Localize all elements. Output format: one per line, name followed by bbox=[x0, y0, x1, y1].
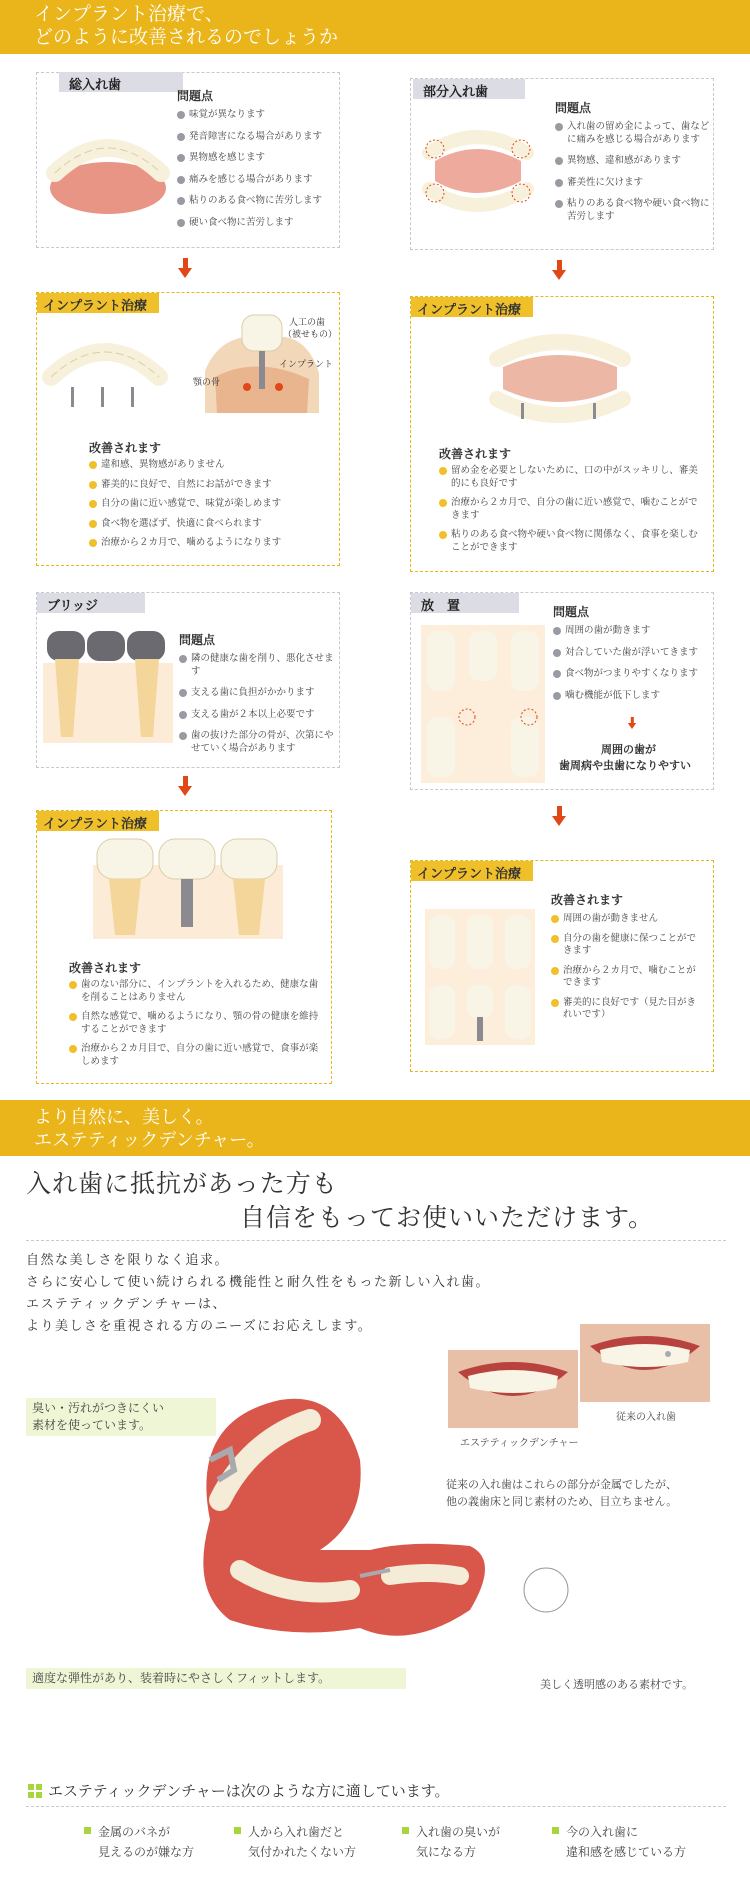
improve-item: 治療から２カ月で、自分の歯に近い感覚で、噛むことができます bbox=[439, 497, 705, 522]
feature-line: 素材を使っています。 bbox=[32, 1418, 152, 1432]
problem-item: 痛みを感じる場合があります bbox=[177, 174, 337, 187]
improve-item: 治療から２カ月で、噛むことができます bbox=[551, 965, 701, 990]
divider bbox=[26, 1240, 726, 1241]
improve-item: 周囲の歯が動きません bbox=[551, 913, 701, 926]
metal-parts-note bbox=[446, 1476, 736, 1510]
full-denture-improve-title: 改善されます bbox=[89, 441, 162, 455]
neglect-problem-card bbox=[410, 592, 714, 790]
paragraph-line: さらに安心して使い続けられる機能性と耐久性をもった新しい入れ歯。 bbox=[26, 1275, 491, 1290]
partial-denture-problem-list bbox=[555, 121, 711, 232]
partial-denture-problem-card bbox=[410, 78, 714, 250]
problem-item: 対合していた歯が浮いてきます bbox=[553, 647, 711, 660]
problem-item: 異物感、違和感があります bbox=[555, 155, 711, 168]
suitable-line: 見えるのが嫌な方 bbox=[98, 1845, 195, 1859]
suitable-line: 気付かれたくない方 bbox=[248, 1845, 357, 1859]
neglect-illustration bbox=[421, 625, 545, 783]
implant-label: インプラント治療 bbox=[411, 861, 533, 881]
esthetic-band-line-1: より自然に、美しく。 bbox=[34, 1107, 214, 1128]
down-arrow-icon bbox=[178, 268, 192, 278]
header-band bbox=[0, 0, 750, 54]
suitable-item-4 bbox=[552, 1822, 686, 1862]
partial-denture-illustration bbox=[417, 113, 537, 229]
artificial-tooth-label: 人工の歯 bbox=[289, 318, 326, 328]
full-denture-problem-list bbox=[177, 109, 337, 238]
esthetic-heading-2: 自信をもってお使いいただけます。 bbox=[240, 1203, 655, 1232]
note-line: 他の義歯床と同じ素材のため、目立ちません。 bbox=[446, 1495, 678, 1508]
problem-item: 支える歯に負担がかかります bbox=[179, 687, 337, 700]
header-line-1: インプラント治療で、 bbox=[34, 3, 224, 25]
bridge-improve-list bbox=[69, 979, 327, 1075]
problem-item: 噛む機能が低下します bbox=[553, 690, 711, 703]
suitable-title: エステティックデンチャーは次のような方に適しています。 bbox=[48, 1782, 450, 1800]
neglect-label: 放 置 bbox=[411, 593, 519, 613]
feature-elastic-fit: 適度な弾性があり、装着時にやさしくフィットします。 bbox=[26, 1668, 406, 1689]
implant-annotation: インプラント bbox=[279, 360, 334, 370]
neglect-improve-list bbox=[551, 913, 701, 1029]
caption-conventional: 従来の入れ歯 bbox=[616, 1412, 676, 1423]
bridge-problem-list bbox=[179, 653, 337, 764]
bridge-improve-title: 改善されます bbox=[69, 961, 142, 975]
suitable-item-3 bbox=[402, 1822, 500, 1862]
improve-item: 自分の歯に近い感覚で、味覚が楽しめます bbox=[89, 498, 335, 511]
full-denture-label: 総入れ歯 bbox=[59, 72, 183, 92]
problem-item: 異物感を感じます bbox=[177, 152, 337, 165]
partial-denture-implant-card bbox=[410, 296, 714, 572]
problem-item: 味覚が異なります bbox=[177, 109, 337, 122]
full-denture-illustration bbox=[43, 103, 173, 223]
divider bbox=[26, 1806, 726, 1807]
note-line: 従来の入れ歯はこれらの部分が金属でしたが、 bbox=[446, 1478, 677, 1491]
implant-label: インプラント治療 bbox=[411, 297, 533, 317]
header-line-2: どのように改善されるのでしょうか bbox=[34, 26, 339, 48]
suitable-line: 気になる方 bbox=[416, 1845, 477, 1859]
suitable-bullet-icon bbox=[28, 1784, 42, 1798]
partial-implant-illustration bbox=[485, 319, 635, 435]
paragraph-line: 自然な美しさを限りなく追求。 bbox=[26, 1253, 230, 1268]
implant-label: インプラント治療 bbox=[37, 293, 159, 313]
improve-item: 自然な感覚で、噛めるようになり、顎の骨の健康を維持することができます bbox=[69, 1011, 327, 1036]
conventional-smile-photo bbox=[580, 1324, 710, 1402]
esthetic-heading-1: 入れ歯に抵抗があった方も bbox=[26, 1169, 338, 1198]
paragraph-line: より美しさを重視される方のニーズにお応えします。 bbox=[26, 1319, 373, 1334]
bridge-problem-card bbox=[36, 592, 340, 768]
improve-item: 審美的に良好です（見た目がきれいです） bbox=[551, 997, 701, 1022]
bridge-implant-illustration bbox=[93, 835, 283, 939]
caption-esthetic: エステティックデンチャー bbox=[460, 1438, 579, 1449]
improve-item: 粘りのある食べ物や硬い食べ物に関係なく、食事を楽しむことができます bbox=[439, 529, 705, 554]
neglect-result-1: 周囲の歯が bbox=[601, 743, 656, 756]
neglect-result-2: 歯周病や虫歯になりやすい bbox=[559, 759, 691, 772]
neglect-problem-list bbox=[553, 625, 711, 711]
neglect-improve-title: 改善されます bbox=[551, 893, 624, 907]
crown-label: （被せもの） bbox=[283, 330, 338, 340]
esthetic-band bbox=[0, 1100, 750, 1156]
problem-item: 粘りのある食べ物や硬い食べ物に苦労します bbox=[555, 198, 711, 223]
problem-item: 食べ物がつまりやすくなります bbox=[553, 668, 711, 681]
full-denture-improve-list bbox=[89, 459, 335, 557]
neglect-implant-illustration bbox=[425, 909, 535, 1045]
esthetic-band-line-2: エステティックデンチャー。 bbox=[34, 1130, 265, 1151]
down-arrow-icon bbox=[178, 786, 192, 796]
problem-item: 歯の抜けた部分の骨が、次第にやせていく場合があります bbox=[179, 730, 337, 755]
improve-item: 治療から２カ月で、噛めるようになります bbox=[89, 537, 335, 550]
problem-item: 審美性に欠けます bbox=[555, 177, 711, 190]
esthetic-paragraph bbox=[26, 1250, 566, 1338]
partial-denture-improve-list bbox=[439, 465, 705, 561]
full-denture-problem-title: 問題点 bbox=[177, 89, 214, 103]
bridge-problem-title: 問題点 bbox=[179, 633, 216, 647]
improve-item: 自分の歯を健康に保つことができます bbox=[551, 933, 701, 958]
improve-item: 審美的に良好で、自然にお話ができます bbox=[89, 479, 335, 492]
problem-item: 硬い食べ物に苦労します bbox=[177, 217, 337, 230]
improve-item: 食べ物を選ばず、快適に食べられます bbox=[89, 518, 335, 531]
improve-item: 治療から２カ月目で、自分の歯に近い感覚で、食事が楽しめます bbox=[69, 1043, 327, 1068]
partial-denture-problem-title: 問題点 bbox=[555, 101, 592, 115]
suitable-line: 人から入れ歯だと bbox=[234, 1822, 356, 1842]
implant-label: インプラント治療 bbox=[37, 811, 159, 831]
bridge-illustration bbox=[43, 629, 173, 747]
esthetic-denture-photo bbox=[170, 1380, 570, 1680]
down-arrow-icon bbox=[552, 816, 566, 826]
full-denture-implant-card bbox=[36, 292, 340, 566]
paragraph-line: エステティックデンチャーは、 bbox=[26, 1297, 228, 1312]
suitable-line: 今の入れ歯に bbox=[552, 1822, 686, 1842]
suitable-item-1 bbox=[84, 1822, 194, 1862]
problem-item: 周囲の歯が動きます bbox=[553, 625, 711, 638]
bridge-implant-card bbox=[36, 810, 332, 1084]
suitable-line: 違和感を感じている方 bbox=[566, 1845, 687, 1859]
suitable-line: 入れ歯の臭いが bbox=[402, 1822, 500, 1842]
bridge-label: ブリッジ bbox=[37, 593, 145, 613]
problem-item: 発音障害になる場合があります bbox=[177, 131, 337, 144]
problem-item: 粘りのある食べ物に苦労します bbox=[177, 195, 337, 208]
partial-denture-label: 部分入れ歯 bbox=[413, 79, 525, 99]
problem-item: 隣の健康な歯を削り、悪化させます bbox=[179, 653, 337, 678]
suitable-item-2 bbox=[234, 1822, 356, 1862]
improve-item: 歯のない部分に、インプラントを入れるため、健康な歯を削ることはありません bbox=[69, 979, 327, 1004]
full-denture-problem-card bbox=[36, 72, 340, 248]
partial-denture-improve-title: 改善されます bbox=[439, 447, 512, 461]
down-arrow-icon bbox=[628, 723, 636, 729]
improve-item: 違和感、異物感がありません bbox=[89, 459, 335, 472]
problem-item: 入れ歯の留め金によって、歯などに痛みを感じる場合があります bbox=[555, 121, 711, 146]
feature-transparent: 美しく透明感のある素材です。 bbox=[540, 1678, 694, 1691]
jawbone-label: 顎の骨 bbox=[193, 378, 221, 388]
improve-item: 留め金を必要としないために、口の中がスッキリし、審美的にも良好です bbox=[439, 465, 705, 490]
suitable-line: 金属のバネが bbox=[84, 1822, 194, 1842]
feature-line: 臭い・汚れがつきにくい bbox=[32, 1401, 165, 1415]
neglect-implant-card bbox=[410, 860, 714, 1072]
down-arrow-icon bbox=[552, 270, 566, 280]
neglect-problem-title: 問題点 bbox=[553, 605, 590, 619]
problem-item: 支える歯が２本以上必要です bbox=[179, 709, 337, 722]
full-implant-illustration bbox=[41, 317, 169, 421]
